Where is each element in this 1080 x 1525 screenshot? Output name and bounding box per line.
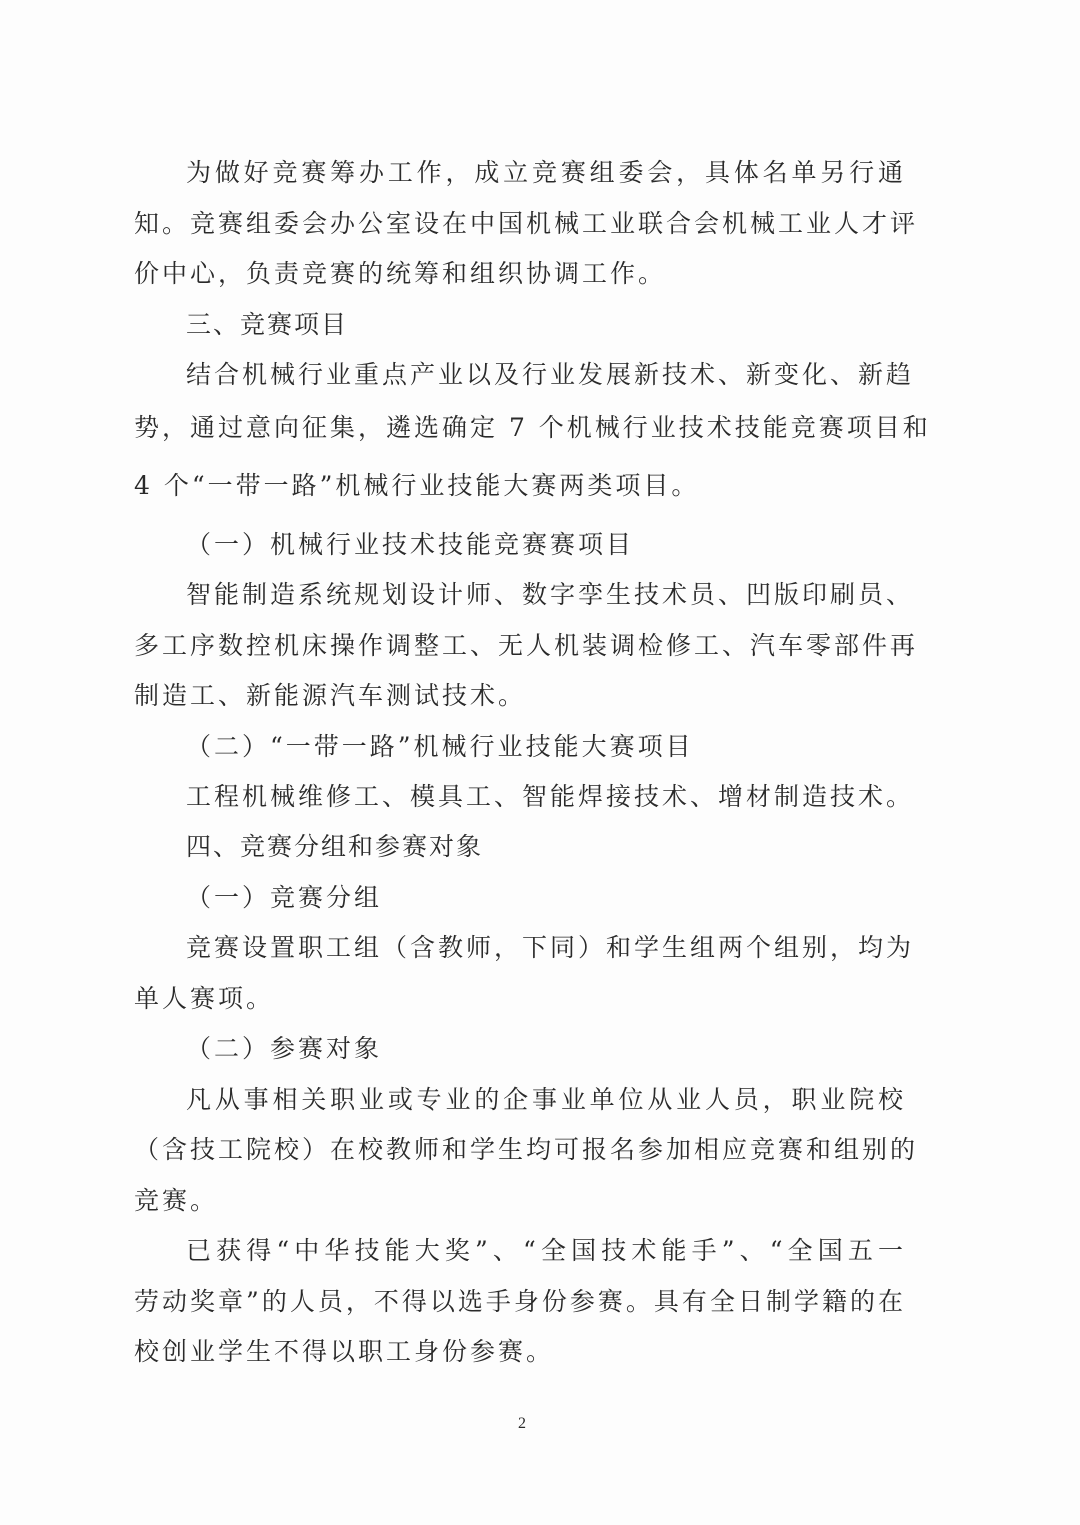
paragraph-line: 智能制造系统规划设计师、数字孪生技术员、凹版印刷员、 — [186, 580, 915, 609]
paragraph-line: 单人赛项。 — [134, 984, 275, 1013]
paragraph-line: 工程机械维修工、模具工、智能焊接技术、增材制造技术。 — [186, 782, 915, 811]
subsection-heading: （一）竞赛分组 — [186, 883, 383, 912]
subsection-heading: （一）机械行业技术技能竞赛赛项目 — [186, 530, 635, 559]
paragraph-line: 知。竞赛组委会办公室设在中国机械工业联合会机械工业人才评 — [134, 209, 919, 238]
paragraph-line: 4 个“一带一路”机械行业技能大赛两类项目。 — [134, 471, 700, 500]
paragraph-line: 为做好竞赛筹办工作，成立竞赛组委会，具体名单另行通 — [186, 158, 906, 187]
paragraph-line: 竞赛设置职工组（含教师，下同）和学生组两个组别，均为 — [186, 933, 915, 962]
paragraph-line: 竞赛。 — [134, 1186, 219, 1215]
section-heading: 四、竞赛分组和参赛对象 — [186, 832, 484, 861]
paragraph-line: 结合机械行业重点产业以及行业发展新技术、新变化、新趋 — [186, 360, 915, 389]
paragraph-line: 价中心，负责竞赛的统筹和组织协调工作。 — [134, 259, 667, 288]
paragraph-line: 劳动奖章”的人员，不得以选手身份参赛。具有全日制学籍的在 — [134, 1287, 906, 1316]
paragraph-line: 已获得“中华技能大奖”、“全国技术能手”、“全国五一 — [186, 1236, 906, 1265]
paragraph-line: （含技工院校）在校教师和学生均可报名参加相应竞赛和组别的 — [134, 1135, 919, 1164]
page-number: 2 — [518, 1415, 526, 1432]
subsection-heading: （二）“一带一路”机械行业技能大赛项目 — [186, 732, 694, 761]
paragraph-line: 校创业学生不得以职工身份参赛。 — [134, 1337, 555, 1366]
paragraph-line: 制造工、新能源汽车测试技术。 — [134, 681, 527, 710]
paragraph-line: 多工序数控机床操作调整工、无人机装调检修工、汽车零部件再 — [134, 631, 919, 660]
paragraph-line: 凡从事相关职业或专业的企事业单位从业人员，职业院校 — [186, 1085, 906, 1114]
subsection-heading: （二）参赛对象 — [186, 1034, 383, 1063]
paragraph-line: 势，通过意向征集，遴选确定 7 个机械行业技术技能竞赛项目和 — [134, 413, 931, 442]
section-heading: 三、竞赛项目 — [186, 310, 349, 339]
